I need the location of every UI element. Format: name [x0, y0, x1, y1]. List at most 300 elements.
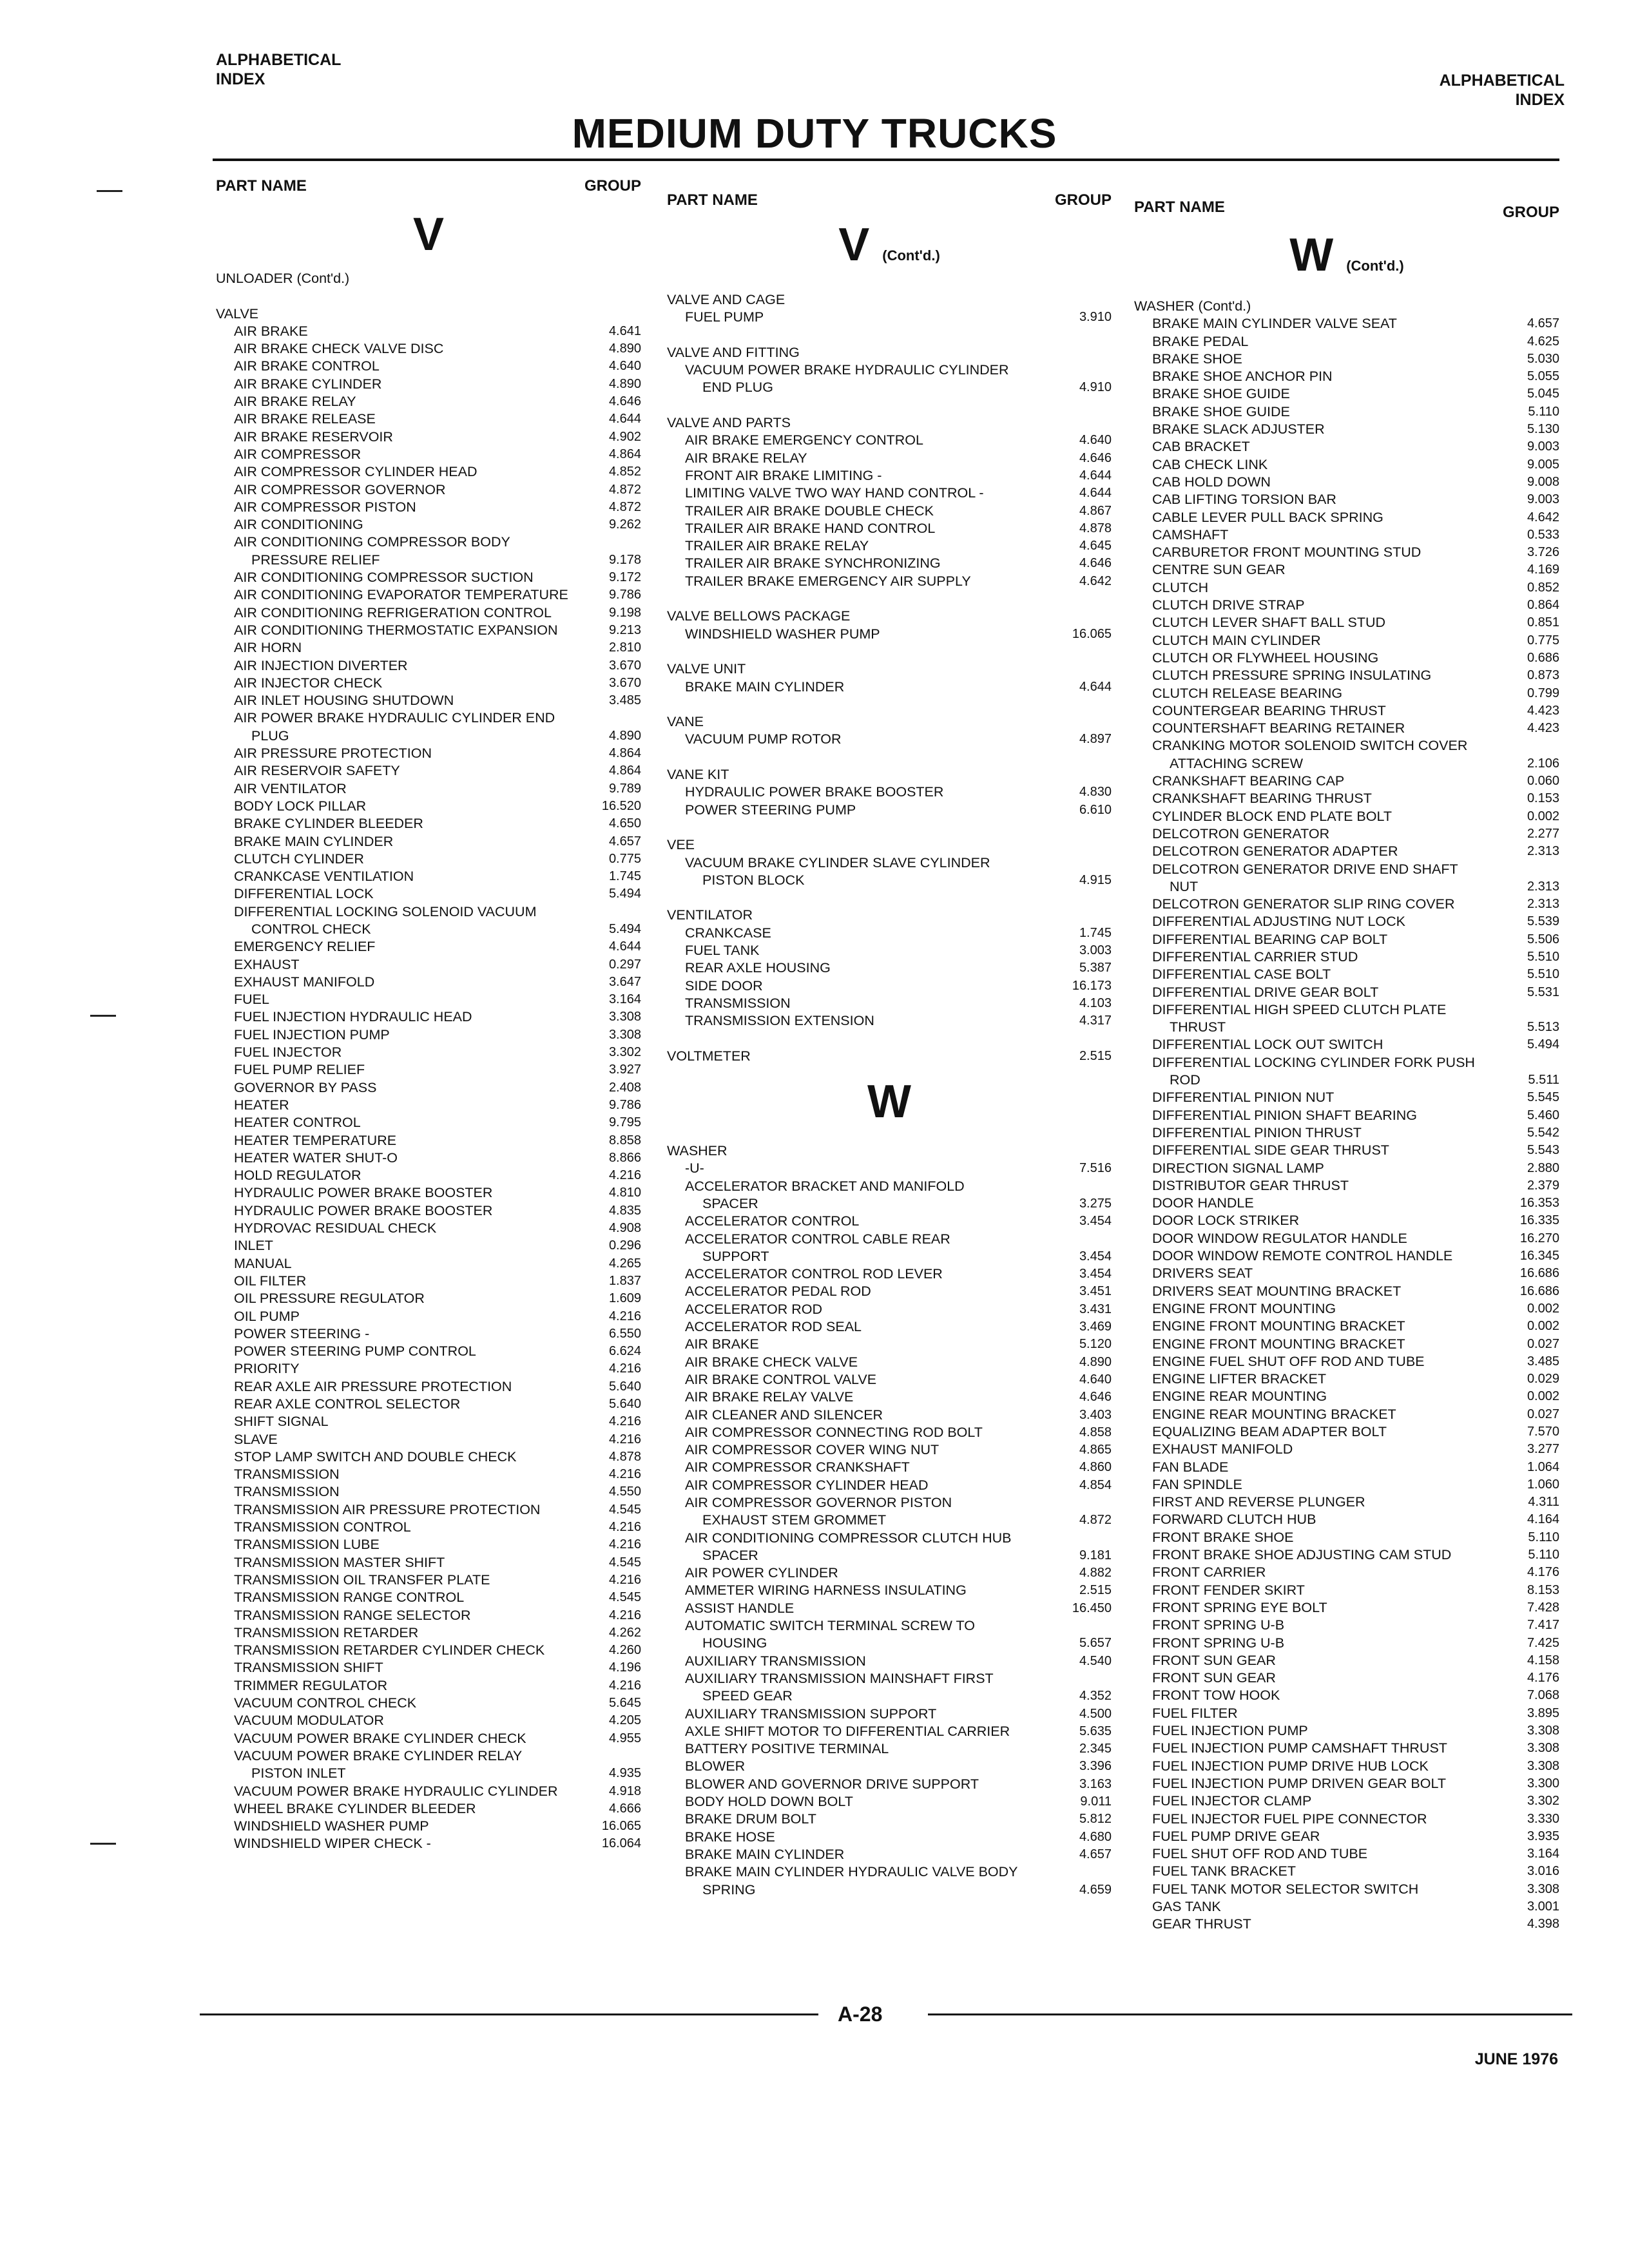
group-number: 0.027 — [1527, 1407, 1559, 1421]
part-name: FUEL TANK — [685, 942, 760, 958]
index-entry-row — [1134, 1635, 1559, 1652]
group-number: 6.550 — [608, 1326, 641, 1341]
index-entry-row — [1134, 385, 1559, 403]
group-number: 4.216 — [608, 1414, 641, 1429]
margin-mark — [97, 190, 122, 192]
index-entry-row — [216, 428, 641, 446]
group-number: 4.830 — [1079, 785, 1112, 800]
group-number: 16.065 — [1072, 626, 1112, 641]
group-number: 4.646 — [1079, 450, 1112, 465]
index-entry-row — [1134, 790, 1559, 807]
group-number: 5.511 — [1528, 1073, 1559, 1088]
group-number: 4.897 — [1079, 732, 1112, 747]
index-entry-row — [216, 1818, 641, 1835]
group-number: 4.642 — [1079, 573, 1112, 588]
part-name: TRAILER AIR BRAKE HAND CONTROL — [685, 520, 936, 536]
part-name: CLUTCH LEVER SHAFT BALL STUD — [1152, 615, 1386, 631]
group-number: 1.745 — [1079, 925, 1112, 940]
index-entry-row — [667, 1178, 1112, 1195]
group-number: 5.640 — [608, 1379, 641, 1394]
group-number: 5.657 — [1079, 1636, 1112, 1651]
margin-mark — [90, 1015, 116, 1017]
index-entry-row — [1134, 896, 1559, 913]
group-label: GROUP — [584, 177, 641, 195]
group-number: 4.666 — [608, 1801, 641, 1816]
index-entry-row — [1134, 1247, 1559, 1265]
part-name: CRANKCASE VENTILATION — [234, 869, 414, 885]
part-name: DIFFERENTIAL DRIVE GEAR BOLT — [1152, 984, 1379, 1000]
part-name: AIR VENTILATOR — [234, 780, 347, 796]
part-name: CRANKING MOTOR SOLENOID SWITCH COVER — [1152, 738, 1468, 754]
part-name: AIR INJECTION DIVERTER — [234, 657, 408, 673]
part-name: PRESSURE RELIEF — [251, 552, 380, 568]
index-entry-row — [667, 1318, 1112, 1336]
group-number: 9.005 — [1527, 457, 1559, 472]
group-number: 7.417 — [1527, 1618, 1559, 1633]
part-name: EXHAUST STEM GROMMET — [702, 1512, 887, 1528]
index-entry-row — [216, 1659, 641, 1677]
group-number: 4.216 — [608, 1520, 641, 1535]
part-name: EMERGENCY RELIEF — [234, 939, 376, 955]
index-entry-row — [216, 1730, 641, 1747]
part-name: HYDRAULIC POWER BRAKE BOOSTER — [234, 1202, 493, 1218]
index-entry-row — [667, 1512, 1112, 1529]
index-entry-row — [667, 555, 1112, 572]
index-entry-row — [667, 573, 1112, 590]
group-number: 4.908 — [608, 1221, 641, 1236]
part-name: FRONT TOW HOOK — [1152, 1687, 1280, 1704]
group-number: 4.641 — [608, 323, 641, 338]
group-number: 0.029 — [1527, 1372, 1559, 1387]
part-name: AIR CONDITIONING COMPRESSOR BODY — [234, 534, 510, 550]
group-number: 5.542 — [1527, 1125, 1559, 1140]
group-number: 4.216 — [608, 1361, 641, 1376]
section-letter — [216, 206, 641, 264]
part-name: NUT — [1170, 878, 1199, 894]
part-name: BRAKE SHOE — [1152, 351, 1242, 367]
group-number: 3.308 — [608, 1027, 641, 1042]
index-entry-row — [667, 1723, 1112, 1740]
part-name: INLET — [234, 1238, 273, 1254]
group-number: 9.011 — [1080, 1794, 1112, 1809]
index-entry-row — [1134, 1546, 1559, 1564]
index-entry-row — [216, 446, 641, 463]
group-number: 0.533 — [1527, 527, 1559, 542]
index-entry-row — [667, 1547, 1112, 1564]
part-name: AIR COMPRESSOR CONNECTING ROD BOLT — [685, 1424, 983, 1440]
part-name: FUEL INJECTION HYDRAULIC HEAD — [234, 1009, 472, 1025]
part-name: EQUALIZING BEAM ADAPTER BOLT — [1152, 1424, 1387, 1439]
part-name: VEE — [667, 837, 695, 853]
group-label: GROUP — [1502, 204, 1559, 221]
part-name: REAR AXLE AIR PRESSURE PROTECTION — [234, 1378, 512, 1394]
list-spacer — [667, 1030, 1112, 1047]
part-name: AIR BRAKE RELAY VALVE — [685, 1389, 854, 1405]
index-heading-row — [667, 414, 1112, 432]
part-name: VACUUM CONTROL CHECK — [234, 1695, 417, 1711]
index-entry-row — [216, 323, 641, 340]
index-entry-row — [1134, 1072, 1559, 1089]
index-entry-row — [216, 533, 641, 551]
part-name: VANE KIT — [667, 767, 729, 783]
part-name: SPRING — [702, 1881, 756, 1898]
group-number: 3.670 — [608, 658, 641, 673]
index-entry-row — [1134, 1476, 1559, 1494]
index-entry-row — [216, 1607, 641, 1624]
group-number: 4.644 — [1079, 679, 1112, 694]
index-entry-row — [1134, 667, 1559, 684]
group-number: 4.890 — [608, 341, 641, 356]
group-number: 16.064 — [601, 1836, 641, 1851]
index-entry-row — [667, 1477, 1112, 1494]
part-name: ROD — [1170, 1072, 1200, 1088]
index-entry-row — [216, 1712, 641, 1729]
group-number: 0.686 — [1527, 650, 1559, 665]
group-number: 5.645 — [608, 1696, 641, 1711]
part-name: CARBURETOR FRONT MOUNTING STUD — [1152, 544, 1422, 561]
index-entry-row — [667, 1336, 1112, 1353]
part-name: HEATER TEMPERATURE — [234, 1132, 397, 1148]
index-entry-row — [216, 463, 641, 481]
group-number: 4.216 — [608, 1572, 641, 1587]
group-label: GROUP — [1054, 191, 1112, 209]
part-name: VACUUM MODULATOR — [234, 1713, 384, 1729]
part-name: TRANSMISSION — [685, 995, 791, 1011]
index-entry-row — [216, 885, 641, 903]
index-entry-row — [1134, 1669, 1559, 1687]
list-spacer — [667, 819, 1112, 836]
part-name: ENGINE REAR MOUNTING — [1152, 1389, 1327, 1405]
index-entry-row — [667, 1459, 1112, 1476]
index-list — [1134, 298, 1559, 1934]
group-number: 3.016 — [1527, 1864, 1559, 1879]
part-name: BRAKE SHOE ANCHOR PIN — [1152, 369, 1333, 385]
index-entry-row — [1134, 702, 1559, 720]
group-number: 3.308 — [1527, 1741, 1559, 1756]
index-entry-row — [1134, 526, 1559, 544]
part-name: CAMSHAFT — [1152, 526, 1229, 543]
group-number: 3.308 — [1527, 1758, 1559, 1773]
index-entry-row — [1134, 1195, 1559, 1212]
group-number: 3.396 — [1079, 1759, 1112, 1774]
group-number: 4.169 — [1527, 562, 1559, 577]
group-number: 2.515 — [1079, 1048, 1112, 1063]
index-entry-row — [667, 626, 1112, 643]
part-name: CLUTCH DRIVE STRAP — [1152, 597, 1305, 613]
index-entry-row — [216, 1765, 641, 1782]
part-name: SIDE DOOR — [685, 977, 763, 994]
index-entry-row — [667, 450, 1112, 467]
margin-mark — [90, 1843, 116, 1845]
index-entry-row — [1134, 1054, 1559, 1072]
index-entry-row — [667, 1213, 1112, 1230]
part-name: DIFFERENTIAL LOCK — [234, 886, 374, 902]
group-number: 5.130 — [1527, 422, 1559, 437]
section-letter-text: W — [1289, 229, 1334, 281]
group-number: 5.513 — [1527, 1020, 1559, 1035]
group-number: 5.635 — [1079, 1724, 1112, 1738]
part-name: FAN SPINDLE — [1152, 1476, 1242, 1492]
index-heading-row — [216, 305, 641, 323]
part-name: CRANKSHAFT BEARING THRUST — [1152, 791, 1372, 807]
group-number: 4.216 — [608, 1678, 641, 1693]
index-entry-row — [216, 1097, 641, 1114]
part-name: BODY LOCK PILLAR — [234, 798, 367, 814]
index-entry-row — [1134, 315, 1559, 332]
part-name: UNLOADER (Cont'd.) — [216, 271, 350, 286]
group-number: 3.670 — [608, 675, 641, 690]
part-name: TRIMMER REGULATOR — [234, 1677, 388, 1693]
index-list — [667, 291, 1112, 1065]
part-name: FIRST AND REVERSE PLUNGER — [1152, 1494, 1365, 1510]
group-number: 3.275 — [1079, 1196, 1112, 1211]
part-name: EXHAUST — [234, 956, 300, 972]
part-name: AUTOMATIC SWITCH TERMINAL SCREW TO — [685, 1618, 975, 1634]
part-name: END PLUG — [702, 380, 773, 396]
index-heading-row — [667, 1142, 1112, 1160]
part-name: DIFFERENTIAL PINION THRUST — [1152, 1124, 1362, 1140]
index-entry-row — [1134, 948, 1559, 966]
part-name: AIR COMPRESSOR CYLINDER HEAD — [685, 1477, 929, 1493]
part-name: FUEL SHUT OFF ROD AND TUBE — [1152, 1846, 1368, 1862]
list-spacer — [667, 749, 1112, 766]
part-name: HYDRAULIC POWER BRAKE BOOSTER — [685, 784, 944, 800]
index-entry-row — [667, 1740, 1112, 1758]
group-number: 4.216 — [608, 1537, 641, 1552]
group-number: 4.864 — [608, 764, 641, 778]
index-heading-row — [1134, 298, 1559, 315]
part-name: AIR COMPRESSOR — [234, 446, 361, 462]
index-entry-row — [216, 639, 641, 657]
group-number: 9.786 — [608, 1097, 641, 1112]
index-entry-row — [1134, 1036, 1559, 1053]
index-entry-row — [1134, 737, 1559, 754]
group-number: 3.454 — [1079, 1267, 1112, 1282]
column-header — [1134, 198, 1559, 224]
index-entry-row — [1134, 1160, 1559, 1177]
group-number: 1.837 — [608, 1273, 641, 1288]
group-number: 2.880 — [1527, 1160, 1559, 1175]
part-name: DOOR WINDOW REMOTE CONTROL HANDLE — [1152, 1248, 1453, 1264]
index-entry-row — [1134, 1265, 1559, 1282]
group-number: 5.539 — [1527, 914, 1559, 929]
index-entry-row — [216, 1255, 641, 1273]
index-entry-row — [667, 977, 1112, 995]
index-entry-row — [667, 379, 1112, 396]
part-name: FUEL PUMP DRIVE GEAR — [1152, 1828, 1320, 1844]
index-entry-row — [1134, 614, 1559, 631]
group-number: 2.106 — [1527, 756, 1559, 771]
group-number: 5.030 — [1527, 351, 1559, 366]
part-name: CYLINDER BLOCK END PLATE BOLT — [1152, 808, 1392, 824]
group-number: 4.680 — [1079, 1829, 1112, 1844]
index-entry-row — [1134, 755, 1559, 773]
index-entry-row — [1134, 1212, 1559, 1229]
group-number: 9.008 — [1527, 474, 1559, 489]
index-entry-row — [216, 1835, 641, 1852]
index-entry-row — [1134, 509, 1559, 526]
index-entry-row — [1134, 403, 1559, 421]
part-name: ASSIST HANDLE — [685, 1600, 795, 1616]
index-entry-row — [216, 1008, 641, 1026]
group-number: 7.425 — [1527, 1635, 1559, 1650]
part-name: TRANSMISSION LUBE — [234, 1537, 380, 1553]
group-number: 4.550 — [608, 1485, 641, 1499]
part-name: DIFFERENTIAL LOCK OUT SWITCH — [1152, 1037, 1383, 1053]
index-entry-row — [667, 995, 1112, 1012]
index-entry-row — [1134, 861, 1559, 878]
part-name: AIR HORN — [234, 640, 302, 656]
index-entry-row — [667, 1881, 1112, 1899]
group-number: 5.640 — [608, 1397, 641, 1411]
index-entry-row — [1134, 931, 1559, 948]
index-entry-row — [216, 780, 641, 798]
part-name: ENGINE FRONT MOUNTING — [1152, 1300, 1336, 1316]
group-number: 4.865 — [1079, 1443, 1112, 1457]
index-entry-row — [1134, 1863, 1559, 1880]
part-name: AMMETER WIRING HARNESS INSULATING — [685, 1582, 967, 1599]
index-heading-row — [667, 660, 1112, 678]
index-entry-row — [1134, 1722, 1559, 1740]
part-name: VACUUM POWER BRAKE CYLINDER CHECK — [234, 1730, 526, 1746]
index-entry-row — [667, 731, 1112, 748]
group-number: 5.460 — [1527, 1108, 1559, 1122]
group-number: 0.002 — [1527, 1389, 1559, 1404]
group-number: 16.345 — [1519, 1249, 1559, 1264]
group-number: 2.515 — [1079, 1583, 1112, 1598]
part-name: CAB LIFTING TORSION BAR — [1152, 492, 1336, 508]
part-name: TRANSMISSION MASTER SHIFT — [234, 1554, 445, 1570]
index-entry-row — [216, 974, 641, 991]
list-spacer — [667, 397, 1112, 414]
index-entry-row — [1134, 1370, 1559, 1388]
part-name: FUEL INJECTION PUMP — [1152, 1723, 1308, 1739]
group-number: 4.545 — [608, 1502, 641, 1517]
part-name: BRAKE PEDAL — [1152, 333, 1249, 349]
title-rule — [213, 159, 1559, 161]
group-number: 3.003 — [1079, 943, 1112, 957]
part-name: PRIORITY — [234, 1361, 300, 1377]
index-entry-row — [1134, 1881, 1559, 1898]
index-entry-row — [667, 1846, 1112, 1863]
part-name: BRAKE SHOE GUIDE — [1152, 403, 1290, 419]
index-entry-row — [1134, 966, 1559, 983]
part-name: FUEL TANK MOTOR SELECTOR SWITCH — [1152, 1881, 1419, 1897]
group-number: 5.494 — [1527, 1037, 1559, 1052]
group-number: 4.216 — [608, 1309, 641, 1323]
group-number: 4.890 — [1079, 1354, 1112, 1369]
part-name: AIR BRAKE CONTROL — [234, 358, 380, 374]
part-name: BRAKE MAIN CYLINDER — [685, 1846, 845, 1862]
header-right-line2: INDEX — [1515, 91, 1565, 109]
index-entry-row — [216, 393, 641, 410]
index-entry-row — [216, 657, 641, 675]
index-entry-row — [1134, 1494, 1559, 1511]
index-entry-row — [667, 503, 1112, 520]
part-name: DIFFERENTIAL CASE BOLT — [1152, 966, 1331, 983]
part-name: CENTRE SUN GEAR — [1152, 562, 1286, 578]
part-name: DOOR LOCK STRIKER — [1152, 1213, 1300, 1229]
part-name: FORWARD CLUTCH HUB — [1152, 1512, 1316, 1528]
group-number: 4.650 — [608, 816, 641, 831]
index-entry-row — [216, 1378, 641, 1396]
part-name: BRAKE SHOE GUIDE — [1152, 386, 1290, 402]
index-entry-row — [667, 1600, 1112, 1617]
group-number: 4.644 — [608, 412, 641, 427]
part-name: GOVERNOR BY PASS — [234, 1079, 377, 1095]
part-name: VACUUM POWER BRAKE CYLINDER RELAY — [234, 1747, 523, 1763]
part-name: SUPPORT — [702, 1248, 769, 1264]
part-name: AIR COMPRESSOR CRANKSHAFT — [685, 1459, 910, 1475]
index-entry-row — [667, 854, 1112, 872]
group-number: 4.265 — [608, 1256, 641, 1271]
group-number: 5.531 — [1527, 985, 1559, 999]
index-heading-row — [667, 344, 1112, 361]
group-number: 4.910 — [1079, 380, 1112, 395]
index-entry-row — [667, 1494, 1112, 1512]
index-entry-row — [1134, 843, 1559, 860]
part-name: DIFFERENTIAL BEARING CAP BOLT — [1152, 931, 1388, 947]
group-number: 9.003 — [1527, 492, 1559, 507]
part-name: BLOWER AND GOVERNOR DRIVE SUPPORT — [685, 1776, 979, 1792]
part-name: AIR BRAKE CHECK VALVE — [685, 1354, 858, 1370]
index-entry-row — [1134, 1845, 1559, 1863]
part-name: BRAKE SLACK ADJUSTER — [1152, 421, 1325, 437]
group-number: 3.302 — [1527, 1794, 1559, 1809]
part-name: POWER STEERING PUMP — [685, 802, 856, 818]
part-name: ACCELERATOR CONTROL CABLE REAR — [685, 1231, 950, 1247]
list-spacer — [667, 643, 1112, 660]
part-name: HOLD REGULATOR — [234, 1168, 361, 1184]
part-name: AIR CONDITIONING EVAPORATOR TEMPERATURE — [234, 587, 568, 603]
part-name: AIR CONDITIONING REFRIGERATION CONTROL — [234, 604, 552, 620]
part-name: BRAKE CYLINDER BLEEDER — [234, 816, 423, 832]
group-number: 2.313 — [1527, 897, 1559, 912]
part-name: AIR BRAKE RELAY — [234, 394, 356, 410]
group-number: 16.065 — [601, 1819, 641, 1834]
index-entry-row — [667, 872, 1112, 889]
part-name: DRIVERS SEAT MOUNTING BRACKET — [1152, 1283, 1402, 1299]
part-name: DELCOTRON GENERATOR ADAPTER — [1152, 843, 1398, 860]
group-number: 4.646 — [1079, 556, 1112, 571]
group-number: 3.647 — [608, 974, 641, 989]
part-name: AIR CONDITIONING THERMOSTATIC EXPANSION — [234, 622, 558, 638]
part-name: CLUTCH OR FLYWHEEL HOUSING — [1152, 649, 1379, 666]
group-number: 4.646 — [1079, 1390, 1112, 1405]
index-entry-row — [1134, 1459, 1559, 1476]
index-entry-row — [216, 569, 641, 586]
index-entry-row — [216, 956, 641, 974]
part-name: FRONT SUN GEAR — [1152, 1652, 1276, 1668]
part-name: HEATER CONTROL — [234, 1115, 361, 1131]
group-number: 4.216 — [608, 1608, 641, 1622]
index-entry-row — [667, 1635, 1112, 1652]
index-entry-row — [667, 1231, 1112, 1248]
index-entry-row — [1134, 544, 1559, 561]
list-spacer — [667, 696, 1112, 713]
part-name: ACCELERATOR PEDAL ROD — [685, 1283, 871, 1300]
part-name: FUEL — [234, 992, 269, 1008]
group-number: 9.181 — [1079, 1548, 1112, 1562]
index-entry-row — [1134, 1089, 1559, 1106]
group-number: 9.172 — [608, 570, 641, 585]
group-number: 4.935 — [608, 1766, 641, 1781]
index-entry-row — [216, 1149, 641, 1167]
index-entry-row — [216, 499, 641, 516]
part-name-label: PART NAME — [667, 191, 758, 209]
group-number: 4.176 — [1527, 1671, 1559, 1686]
part-name: AIR COMPRESSOR GOVERNOR PISTON — [685, 1495, 952, 1510]
